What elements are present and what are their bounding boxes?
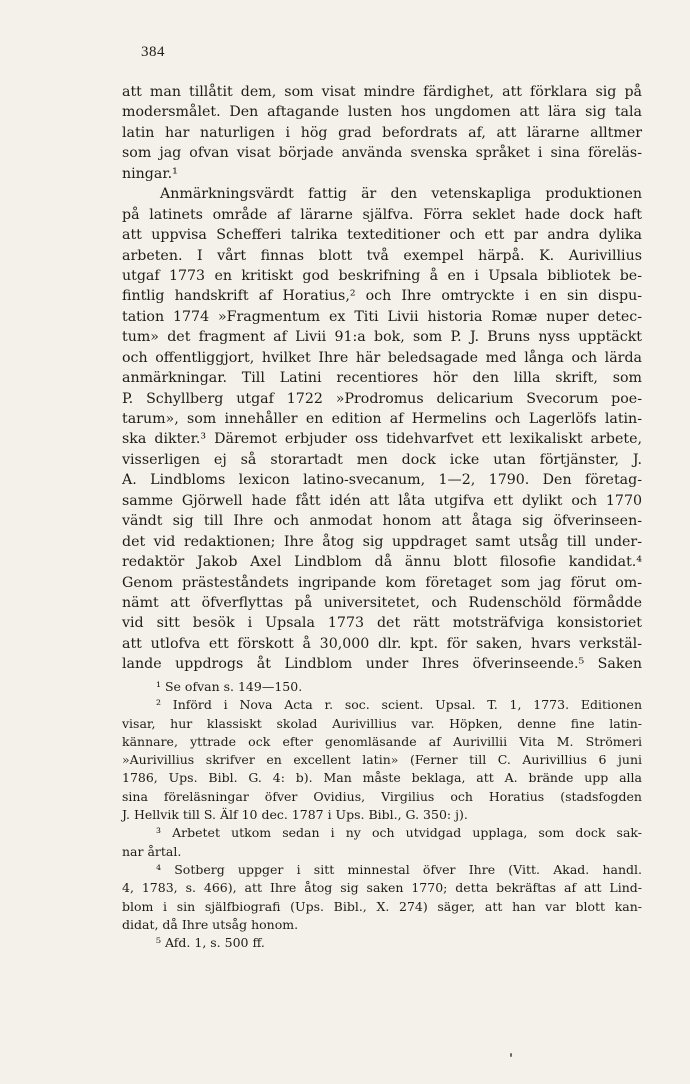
footnote-line: ¹ Se ofvan s. 149—150. — [156, 679, 303, 694]
footnote-line: 1786, Ups. Bibl. G. 4: b). Man måste beklaga, att A. brände upp alla — [122, 770, 642, 786]
footnote-line: sina föreläsningar öfver Ovidius, Virgilius och Horatius (stadsfogden — [122, 788, 642, 804]
footnote-line: ³ Arbetet utkom sedan i ny och utvidgad upplaga, som dock sak- — [156, 825, 642, 841]
body-line: Anmärkningsvärdt fattig är den vetenskapliga produktionen — [160, 186, 642, 203]
footnote-line: kännare, yttrade ock efter genomläsande af Aurivillii Vita M. Strömeri — [122, 733, 642, 749]
body-line: att man tillåtit dem, som visat mindre färdighet, att förklara sig på — [122, 84, 642, 100]
page-number: 384 — [141, 44, 165, 60]
body-line: A. Lindbloms lexicon latino-svecanum, 1—2, 1790. Den företag- — [122, 472, 642, 489]
footnote-line: didat, då Ihre utsåg honom. — [122, 916, 299, 932]
body-line: fintlig handskrift af Horatius,² och Ihre omtryckte i en sin dispu- — [122, 288, 642, 305]
paper-speck — [510, 1053, 512, 1057]
body-line: anmärkningar. Till Latini recentiores hör den lilla skrift, som — [122, 370, 642, 387]
footnote-line: »Aurivillius skrifver en excellent latin» (Ferner till C. Aurivillius 6 juni — [122, 752, 642, 768]
body-line: tum» det fragment af Livii 91:a bok, som P. J. Bruns nyss upptäckt — [122, 329, 642, 346]
body-line: på latinets område af lärarne själfva. Förra seklet hade dock haft — [122, 206, 642, 223]
body-line: vändt sig till Ihre och anmodat honom att åtaga sig öfverinseen- — [122, 513, 642, 530]
body-text — [122, 82, 642, 675]
body-line: latin har naturligen i hög grad befordrats af, att lärarne alltmer — [122, 124, 642, 141]
footnote-line: 4, 1783, s. 466), att Ihre åtog sig saken 1770; detta bekräftas af att Lind- — [122, 880, 642, 896]
body-line: samme Gjörwell hade fått idén att låta utgifva ett dylikt och 1770 — [122, 492, 642, 509]
body-line: nämt att öfverflyttas på universitetet, och Rudenschöld förmådde — [122, 594, 642, 611]
body-line: vid sitt besök i Upsala 1773 det rätt motsträfviga konsistoriet — [122, 615, 642, 632]
body-line: som jag ofvan visat började använda svenska språket i sina föreläs- — [122, 145, 642, 162]
body-line: lande uppdrogs åt Lindblom under Ihres öfverinseende.⁵ Saken — [122, 656, 642, 673]
footnote-line: ² Införd i Nova Acta r. soc. scient. Upsal. T. 1, 1773. Editionen — [156, 697, 642, 713]
body-line: modersmålet. Den aftagande lusten hos ungdomen att lära sig tala — [122, 104, 642, 121]
body-line: visserligen ej så storartadt men dock icke utan förtjänster, J. — [122, 451, 642, 468]
footnote-line: visar, hur klassiskt skolad Aurivillius var. Höpken, denne fine latin- — [122, 715, 642, 731]
body-line: det vid redaktionen; Ihre åtog sig uppdraget samt utsåg till under- — [122, 533, 642, 550]
footnote-line: nar årtal. — [122, 843, 182, 859]
footnotes — [122, 678, 642, 952]
body-line: att utlofva ett förskott å 30,000 dlr. kpt. för saken, hvars verkstäl- — [122, 635, 642, 652]
body-line: tarum», som innehåller en edition af Hermelins och Lagerlöfs latin- — [122, 411, 642, 427]
body-line: arbeten. I vårt finnas blott två exempel härpå. K. Aurivillius — [122, 247, 642, 264]
body-line: ska dikter.³ Däremot erbjuder oss tidehvarfvet ett lexikaliskt arbete, — [122, 431, 642, 448]
body-line: P. Schyllberg utgaf 1722 »Prodromus delicarium Svecorum poe- — [122, 390, 642, 407]
body-line: Genom prästeståndets ingripande kom företaget som jag förut om- — [122, 574, 642, 591]
body-line: redaktör Jakob Axel Lindblom då ännu blott filosofie kandidat.⁴ — [122, 554, 642, 571]
body-line: tation 1774 »Fragmentum ex Titi Livii historia Romæ nuper detec- — [122, 308, 642, 325]
footnote-line: ⁴ Sotberg uppger i sitt minnestal öfver Ihre (Vitt. Akad. handl. — [156, 861, 642, 877]
body-line: ningar.¹ — [122, 165, 178, 182]
body-line: utgaf 1773 en kritiskt god beskrifning å en i Upsala bibliotek be- — [122, 267, 642, 284]
footnote-line: blom i sin själfbiografi (Ups. Bibl., X. 274) säger, att han var blott kan- — [122, 898, 642, 914]
footnote-line: ⁵ Afd. 1, s. 500 ff. — [156, 935, 265, 951]
body-line: att uppvisa Schefferi talrika texteditioner och ett par andra dylika — [122, 227, 642, 244]
body-line: och offentliggjort, hvilket Ihre här beledsagade med långa och lärda — [122, 349, 642, 366]
footnote-line: J. Hellvik till S. Älf 10 dec. 1787 i Ups. Bibl., G. 350: j). — [122, 807, 468, 823]
